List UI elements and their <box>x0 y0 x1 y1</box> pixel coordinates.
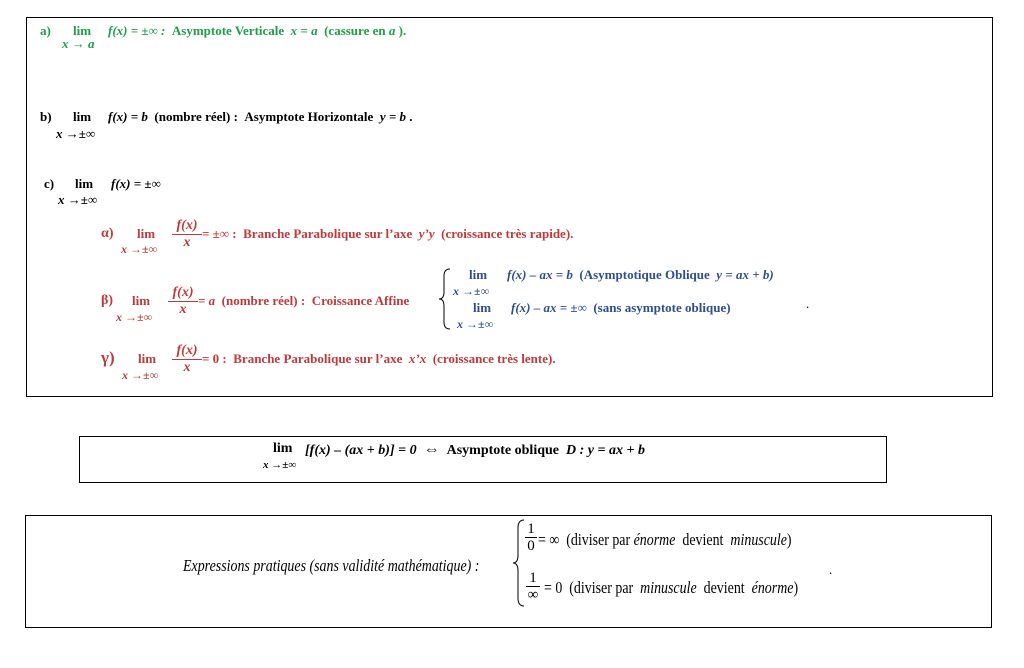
beta-case2-line <box>511 300 731 316</box>
section-b-paren: (nombre réel) : <box>154 109 238 124</box>
practical-brace-icon <box>512 519 526 607</box>
oblique-text: Asymptote oblique <box>446 443 559 458</box>
section-a-lim-sub: x → a <box>62 36 95 51</box>
beta-num: f(x) <box>172 285 194 300</box>
beta-label: β) <box>101 293 114 308</box>
beta-rhs: = a <box>198 293 216 308</box>
beta-text: Croissance Affine <box>311 293 410 308</box>
beta-case1-lim: lim <box>469 267 488 282</box>
oblique-eq: D : y = ax + b <box>566 443 645 458</box>
alpha-fraction <box>172 218 202 251</box>
section-a-expr: f(x) = ±∞ : <box>108 23 166 38</box>
practical-expressions-box <box>25 515 992 628</box>
gamma-note: (croissance très lente). <box>432 351 556 366</box>
section-b-expr: f(x) = b <box>108 109 148 124</box>
beta-line <box>198 293 409 309</box>
practical-line1-w1: énorme <box>633 530 676 549</box>
beta-case1-text: (Asymptotique Oblique <box>579 267 710 282</box>
practical-dot: . <box>829 562 833 577</box>
alpha-lim-sub: x →±∞ <box>121 242 158 256</box>
section-c-lim: lim <box>75 176 94 191</box>
alpha-rhs: = ±∞ : <box>202 226 237 241</box>
practical-line1-end: ) <box>786 530 792 549</box>
section-a-note-end: ). <box>398 23 407 38</box>
section-a-text: Asymptote Verticale <box>171 23 285 38</box>
beta-case1-line <box>507 267 774 283</box>
beta-lim: lim <box>132 293 151 308</box>
practical-line1-w2: minuscule <box>730 530 787 549</box>
practical-line2-mid: devient <box>703 578 745 597</box>
practical-line2-w1: minuscule <box>640 578 697 597</box>
practical-line1-rhs: = ∞ <box>538 530 560 549</box>
section-b-text: Asymptote Horizontale <box>244 109 374 124</box>
section-a-note: (cassure en <box>324 23 386 38</box>
gamma-line <box>202 351 556 367</box>
practical-frac1 <box>525 521 537 554</box>
oblique-line <box>305 441 645 459</box>
oblique-equiv: ⇔ <box>423 441 440 458</box>
practical-line2-text: (diviser par <box>569 578 634 597</box>
beta-case2-sub: x →±∞ <box>457 317 494 331</box>
beta-brace-icon <box>438 268 452 330</box>
practical-frac2-num: 1 <box>529 570 537 586</box>
alpha-note: (croissance très rapide). <box>441 226 574 241</box>
practical-frac1-num: 1 <box>527 521 535 537</box>
practical-frac1-den: 0 <box>527 538 535 554</box>
section-b-end: . <box>409 109 413 124</box>
practical-line2-end: ) <box>793 578 799 597</box>
alpha-axis: y’y <box>418 226 435 241</box>
practical-line1 <box>538 530 792 550</box>
limits-summary-box <box>26 17 993 397</box>
section-b-eq: y = b <box>379 109 406 124</box>
beta-fraction <box>168 285 198 318</box>
beta-case1-sub: x →±∞ <box>453 284 490 298</box>
practical-line2 <box>544 578 798 598</box>
oblique-lim-sub: x →±∞ <box>263 459 297 471</box>
practical-line1-mid: devient <box>682 530 724 549</box>
practical-title: Expressions pratiques (sans validité mathématique) : <box>183 556 480 575</box>
section-a-note-var: a <box>388 23 396 38</box>
section-b-lim-sub: x →±∞ <box>56 126 96 141</box>
section-b-lim: lim <box>73 109 92 124</box>
section-a-line <box>108 23 406 39</box>
alpha-text: Branche Parabolique sur l’axe <box>243 226 413 241</box>
gamma-text: Branche Parabolique sur l’axe <box>233 351 403 366</box>
section-c-label: c) <box>44 176 55 191</box>
practical-line2-w2: énorme <box>751 578 794 597</box>
section-a-lim: lim <box>73 23 92 38</box>
beta-dot: . <box>806 296 810 311</box>
beta-lim-sub: x →±∞ <box>116 310 153 324</box>
gamma-rhs: = 0 : <box>202 351 227 366</box>
section-a-eq: x = a <box>290 23 318 38</box>
section-b-line <box>108 109 413 125</box>
gamma-num: f(x) <box>176 343 198 358</box>
beta-case1-expr: f(x) – ax = b <box>507 267 573 282</box>
gamma-lim-sub: x →±∞ <box>122 368 159 382</box>
beta-paren: (nombre réel) : <box>221 293 306 308</box>
section-c-expr: f(x) = ±∞ <box>111 176 161 191</box>
beta-den: x <box>179 302 187 317</box>
alpha-line <box>202 226 573 242</box>
beta-case1-eq: y = ax + b) <box>716 267 774 282</box>
practical-line2-rhs: = 0 <box>544 578 563 597</box>
beta-case2-lim: lim <box>473 300 492 315</box>
gamma-den: x <box>183 360 191 375</box>
practical-frac2-den: ∞ <box>527 587 539 603</box>
oblique-lim: lim <box>273 441 293 456</box>
alpha-label: α) <box>101 226 114 241</box>
alpha-num: f(x) <box>176 218 198 233</box>
section-b-label: b) <box>40 109 52 124</box>
gamma-axis: x’x <box>408 351 427 366</box>
alpha-den: x <box>183 235 191 250</box>
beta-case2-text: (sans asymptote oblique) <box>593 300 731 315</box>
section-c-lim-sub: x →±∞ <box>58 192 98 207</box>
practical-frac2 <box>526 570 540 603</box>
practical-line1-text: (diviser par <box>566 530 631 549</box>
gamma-label: γ) <box>101 348 115 367</box>
section-a <box>40 23 51 39</box>
oblique-expr: [f(x) – (ax + b)] = 0 <box>305 443 417 458</box>
gamma-lim: lim <box>138 351 157 366</box>
gamma-fraction <box>172 343 202 376</box>
section-a-label: a) <box>40 23 51 38</box>
beta-case2-expr: f(x) – ax = ±∞ <box>511 300 587 315</box>
alpha-lim: lim <box>137 226 156 241</box>
